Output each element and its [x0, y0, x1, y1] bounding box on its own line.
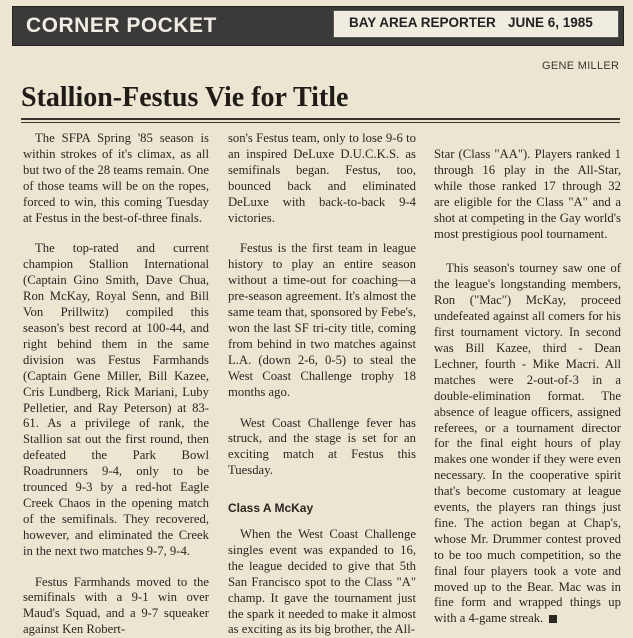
end-mark-icon [549, 615, 557, 623]
article-column-1 [23, 131, 209, 638]
subhead: Class A McKay [228, 501, 314, 516]
article-column-3 [434, 147, 621, 627]
issue-date: JUNE 6, 1985 [508, 15, 593, 30]
byline: GENE MILLER [542, 60, 620, 72]
paragraph: The top-rated and current champion Stallion International (Captain Gino Smith, Dave Chua, Ron McKay, Royal Senn, and Bill Von Prillwitz) compiled this season's best record at 100-44, and right behind them in the same division was Festus Farmhands (Captain Gene Miller, Bill Kazee, Cris Lundberg, Rick Mariani, Luby Pelletier, and Ray Peterson) at 83-61. As a privilege of rank, the Stallion sat out the first round, then defeated the Park Bowl Roadrunners 9-4, only to be trounced 9-3 by a red-hot Eagle Creek Chaos in the opening match of the semifinals. They recovered, however, and eliminated the Creek in the next two matches 9-7, 9-4. [23, 241, 209, 558]
paragraph: When the West Coast Challenge singles event was expanded to 16, the league decided to give that 5th San Francisco spot to the Class "A" champ. It gave the tournament just the spark it needed to make it almost as exciting as its big brother, the All- [228, 527, 416, 637]
article-column-2 [228, 131, 416, 638]
paragraph-continued: Star (Class "AA"). Players ranked 1 through 16 play in the All-Star, while those ranked 17 through 32 are eligible for the Class "A" and a shot at competing in the Gay world's most prestigious pool tournament. [434, 147, 621, 241]
headline-rule-thin [21, 122, 620, 123]
headline: Stallion-Festus Vie for Title [21, 82, 349, 113]
headline-rule [21, 118, 620, 120]
column-name: CORNER POCKET [26, 14, 217, 37]
paragraph [434, 261, 621, 627]
paragraph: Festus is the first team in league history to play an entire season without a time-out for coaching—a pre-season agreement. It's almost the same team that, sponsored by Febe's, won the last SF tri-city title, coming from behind in two matches against L.A. (down 2-6, 0-5) to steal the West Coast Challenge trophy 18 months ago. [228, 241, 416, 399]
paragraph-text: This season's tourney saw one of the league's longstanding members, Ron ("Mac") McKay, proceed undefeated against all comers for his first tournament victory. In second was Bill Kazee, third - Dean Lechner, fourth - Mike Macri. All matches were 2-out-of-3 in a double-elimination format. The absence of league officers, assigned referees, or a tournament director for the final eight hours of play makes one wonder if they were even necessary. In the cooperative spirit that's become customary at league events, the players ran things just fine. The action began at Chap's, whose Mr. Drummer contest proved to be too much competition, so the final four players took a vote and moved up to the Bear. Mac was in fine form and wrapped things up with a 4-game streak. [434, 261, 621, 626]
publication-name: BAY AREA REPORTER [349, 15, 496, 30]
paragraph: The SFPA Spring '85 season is within strokes of it's climax, as all but two of the 28 teams remain. One of those teams will be on the ropes, forced to win, this coming Tuesday at Festus in the best-of-three finals. [23, 131, 209, 225]
paragraph-continued: son's Festus team, only to lose 9-6 to an inspired DeLuxe D.U.C.K.S. as semifinals began. Festus, too, bounced back and eliminated DeLuxe with back-to-back 9-4 victories. [228, 131, 416, 225]
paragraph: West Coast Challenge fever has struck, and the stage is set for an exciting match at Festus this Tuesday. [228, 415, 416, 478]
paragraph: Festus Farmhands moved to the semifinals with a 9-1 win over Maud's Squad, and a 9-7 squeaker against Ken Robert- [23, 574, 209, 637]
